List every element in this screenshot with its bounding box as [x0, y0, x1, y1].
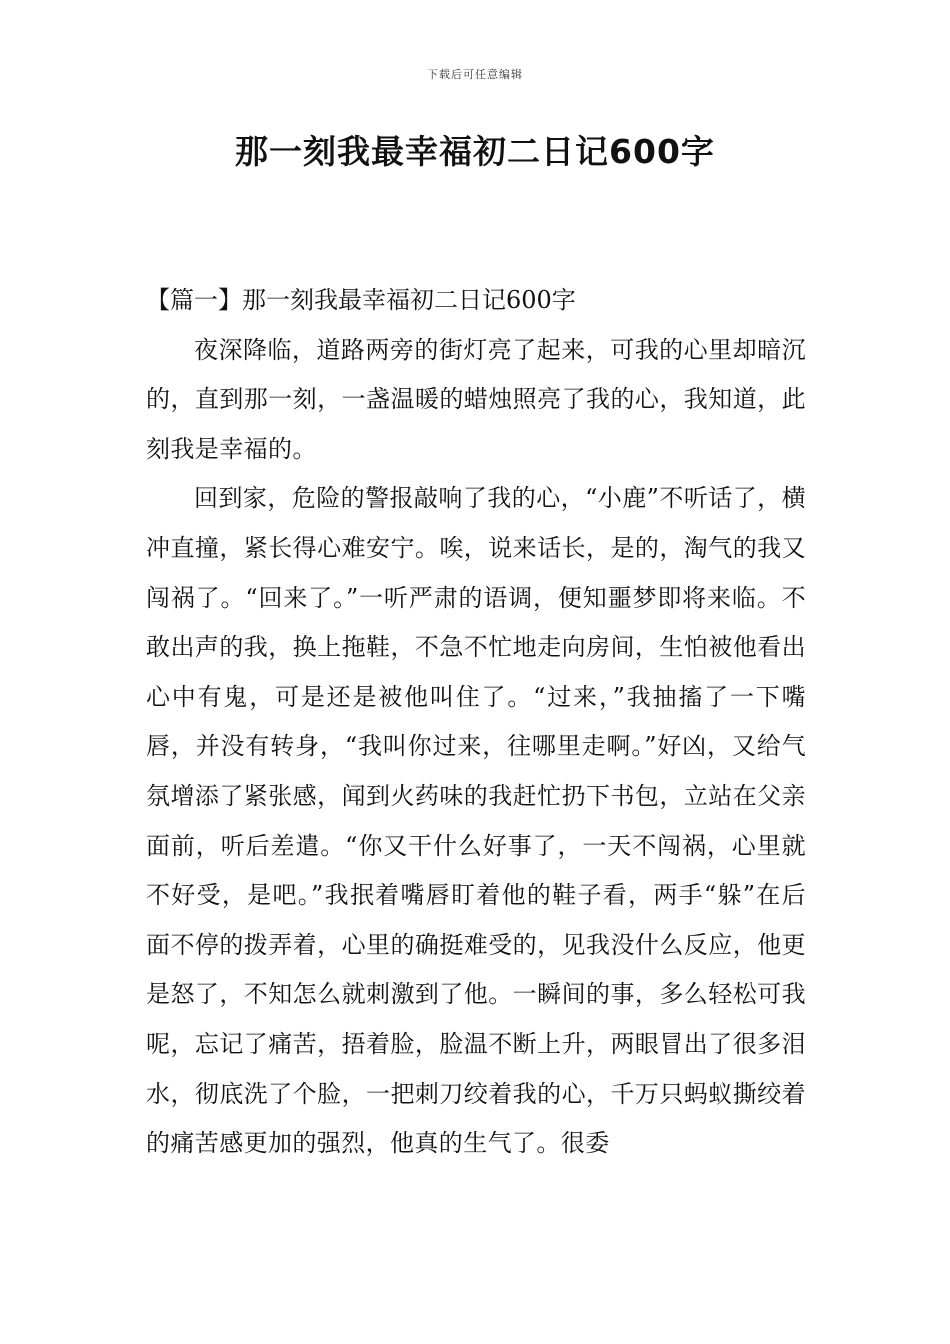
paragraph: 夜深降临，道路两旁的街灯亮了起来，可我的心里却暗沉的，直到那一刻，一盏温暖的蜡烛照亮了我的心，我知道，此刻我是幸福的。 [146, 335, 806, 463]
header-note: 下载后可任意编辑 [427, 68, 523, 81]
section-heading: 【篇一】那一刻我最幸福初二日记600字 [146, 286, 576, 314]
article-body [146, 276, 806, 1169]
document-title: 那一刻我最幸福初二日记600字 [235, 132, 715, 171]
paragraph: 回到家，危险的警报敲响了我的心，“小鹿”不听话了，横冲直撞，紧长得心难安宁。唉，说来话长，是的，淘气的我又闯祸了。“回来了。”一听严肃的语调，便知噩梦即将来临。不敢出声的我，换上拖鞋，不急不忙地走向房间，生怕被他看出心中有鬼，可是还是被他叫住了。“过来，”我抽搐了一下嘴唇，并没有转身，“我叫你过来，往哪里走啊。”好凶，又给气氛增添了紧张感，闻到火药味的我赶忙扔下书包，立站在父亲面前，听后差遣。“你又干什么好事了，一天不闯祸，心里就不好受，是吧。”我抿着嘴唇盯着他的鞋子看，两手“躲”在后面不停的拨弄着，心里的确挺难受的，见我没什么反应，他更是怒了，不知怎么就刺激到了他。一瞬间的事，多么轻松可我呢，忘记了痛苦，捂着脸，脸温不断上升，两眼冒出了很多泪水，彻底洗了个脸，一把刺刀绞着我的心，千万只蚂蚁撕绞着的痛苦感更加的强烈，他真的生气了。很委 [146, 484, 806, 1158]
